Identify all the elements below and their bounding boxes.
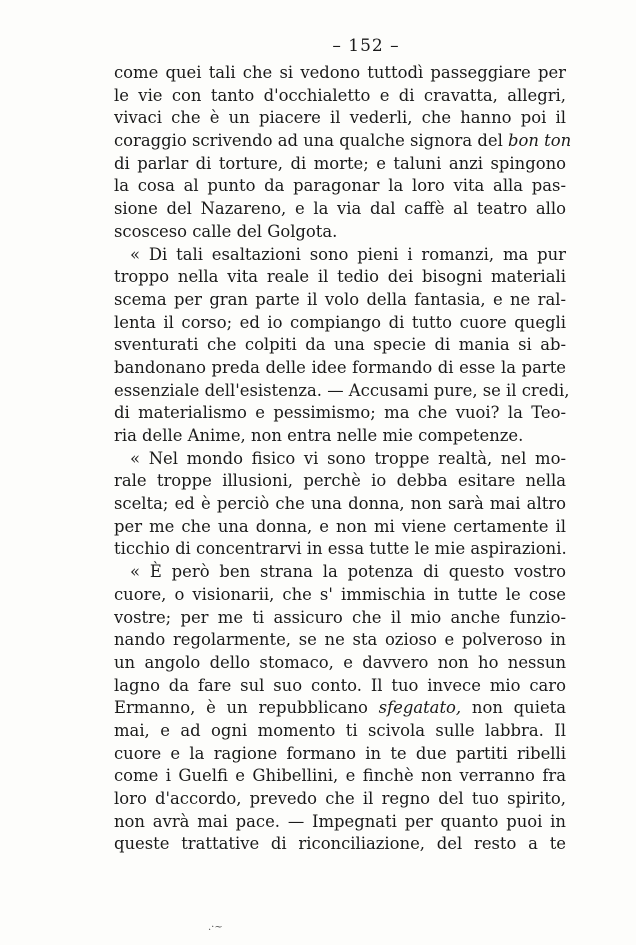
text-line bbox=[114, 62, 566, 85]
text-line bbox=[114, 743, 566, 766]
text-line-main: sione del Nazareno, e la via dal caffè al teatro allo bbox=[114, 199, 566, 219]
text-line bbox=[114, 289, 566, 312]
text-line-main: sventurati che colpiti da una specie di mania si ab- bbox=[114, 335, 566, 355]
text-line bbox=[114, 720, 566, 743]
text-line bbox=[114, 833, 566, 856]
text-line bbox=[114, 538, 566, 561]
text-line-main: coraggio scrivendo ad una qualche signora del bbox=[114, 131, 509, 151]
text-line-main: vostre; per me ti assicuro che il mio anche funzio- bbox=[114, 607, 566, 627]
text-line bbox=[114, 153, 566, 176]
text-line-main: bandonano preda delle idee formando di esse la parte bbox=[114, 357, 566, 377]
text-line bbox=[114, 107, 566, 130]
text-line-main: di materialismo e pessimismo; ma che vuoi? la Teo- bbox=[114, 403, 566, 423]
text-line bbox=[114, 811, 566, 834]
text-line-main: scelta; ed è perciò che una donna, non sarà mai altro bbox=[114, 494, 566, 514]
text-line-main: ticchio di concentrarvi in essa tutte le mie aspirazioni. bbox=[114, 539, 567, 559]
text-line-main: essenziale dell'esistenza. — Accusami pure, se il credi, bbox=[114, 380, 570, 400]
text-line bbox=[114, 425, 566, 448]
text-line-main: scema per gran parte il volo della fantasia, e ne ral- bbox=[114, 289, 566, 309]
text-line bbox=[114, 470, 566, 493]
text-line bbox=[114, 584, 566, 607]
text-line-main: scosceso calle del Golgota. bbox=[114, 221, 338, 241]
text-line-main: le vie con tanto d'occhialetto e di cravatta, allegri, bbox=[114, 85, 566, 105]
text-line bbox=[114, 221, 566, 244]
text-line-main: « Nel mondo fisico vi sono troppe realtà, nel mo- bbox=[130, 448, 566, 468]
text-line bbox=[114, 198, 566, 221]
italic-phrase: sfegatato, bbox=[378, 698, 462, 718]
text-line-main: Ermanno, è un repubblicano bbox=[114, 698, 379, 718]
text-line-main: lenta il corso; ed io compiango di tutto cuore quegli bbox=[114, 312, 566, 332]
text-line-main: « Di tali esaltazioni sono pieni i romanzi, ma pur bbox=[130, 244, 566, 264]
text-line-main: come i Guelfi e Ghibellini, e finchè non verranno fra bbox=[114, 766, 566, 786]
text-line-main: un angolo dello stomaco, e davvero non ho nessun bbox=[114, 652, 566, 672]
text-line bbox=[114, 334, 566, 357]
text-line-main: rale troppe illusioni, perchè io debba esitare nella bbox=[114, 471, 566, 491]
text-line bbox=[114, 357, 566, 380]
text-line bbox=[114, 652, 566, 675]
ink-mark: .·~ bbox=[208, 922, 223, 933]
text-line bbox=[114, 675, 566, 698]
text-line-main: queste trattative di riconciliazione, del resto a te bbox=[114, 834, 566, 854]
text-line-main: di parlar di torture, di morte; e taluni anzi spingono bbox=[114, 153, 566, 173]
text-line-main: loro d'accordo, prevedo che il regno del tuo spirito, bbox=[114, 789, 566, 808]
text-line bbox=[114, 175, 566, 198]
text-line bbox=[114, 493, 566, 516]
text-line-main: non avrà mai pace. — Impegnati per quanto puoi in bbox=[114, 811, 566, 831]
body-text bbox=[114, 62, 572, 856]
text-line-main: come quei tali che si vedono tuttodì passeggiare per bbox=[114, 63, 566, 82]
text-line bbox=[114, 765, 566, 788]
page-number: – 152 – bbox=[332, 36, 400, 56]
text-line bbox=[114, 85, 566, 108]
text-line bbox=[114, 697, 566, 720]
text-line bbox=[114, 380, 570, 403]
text-line bbox=[114, 516, 566, 539]
text-line-main: vivaci che è un piacere il vederli, che hanno poi il bbox=[114, 108, 566, 128]
text-line bbox=[114, 788, 566, 811]
text-line bbox=[114, 266, 566, 289]
text-line-main: ria delle Anime, non entra nelle mie competenze. bbox=[114, 426, 524, 445]
text-line bbox=[114, 561, 566, 584]
text-line-main: lagno da fare sul suo conto. Il tuo invece mio caro bbox=[114, 675, 566, 695]
text-line bbox=[114, 130, 572, 153]
text-line bbox=[114, 244, 566, 267]
text-line-tail: non quieta bbox=[461, 698, 567, 718]
text-line bbox=[114, 629, 566, 652]
text-line bbox=[114, 448, 566, 471]
text-line-main: la cosa al punto da paragonar la loro vita alla pas- bbox=[114, 176, 566, 196]
text-line-main: nando regolarmente, se ne sta ozioso e polveroso in bbox=[114, 630, 566, 650]
text-line-main: per me che una donna, e non mi viene certamente il bbox=[114, 516, 566, 536]
text-line-main: « È però ben strana la potenza di questo vostro bbox=[130, 562, 566, 582]
text-line-main: troppo nella vita reale il tedio dei bisogni materiali bbox=[114, 267, 566, 287]
text-line-main: cuore e la ragione formano in te due partiti ribelli bbox=[114, 743, 566, 763]
text-line bbox=[114, 402, 566, 425]
text-line-main: cuore, o visionarii, che s' immischia in tutte le cose bbox=[114, 584, 566, 604]
text-line bbox=[114, 312, 566, 335]
italic-phrase: bon ton bbox=[508, 131, 572, 151]
text-line bbox=[114, 607, 566, 630]
text-line-main: mai, e ad ogni momento ti scivola sulle labbra. Il bbox=[114, 720, 566, 740]
